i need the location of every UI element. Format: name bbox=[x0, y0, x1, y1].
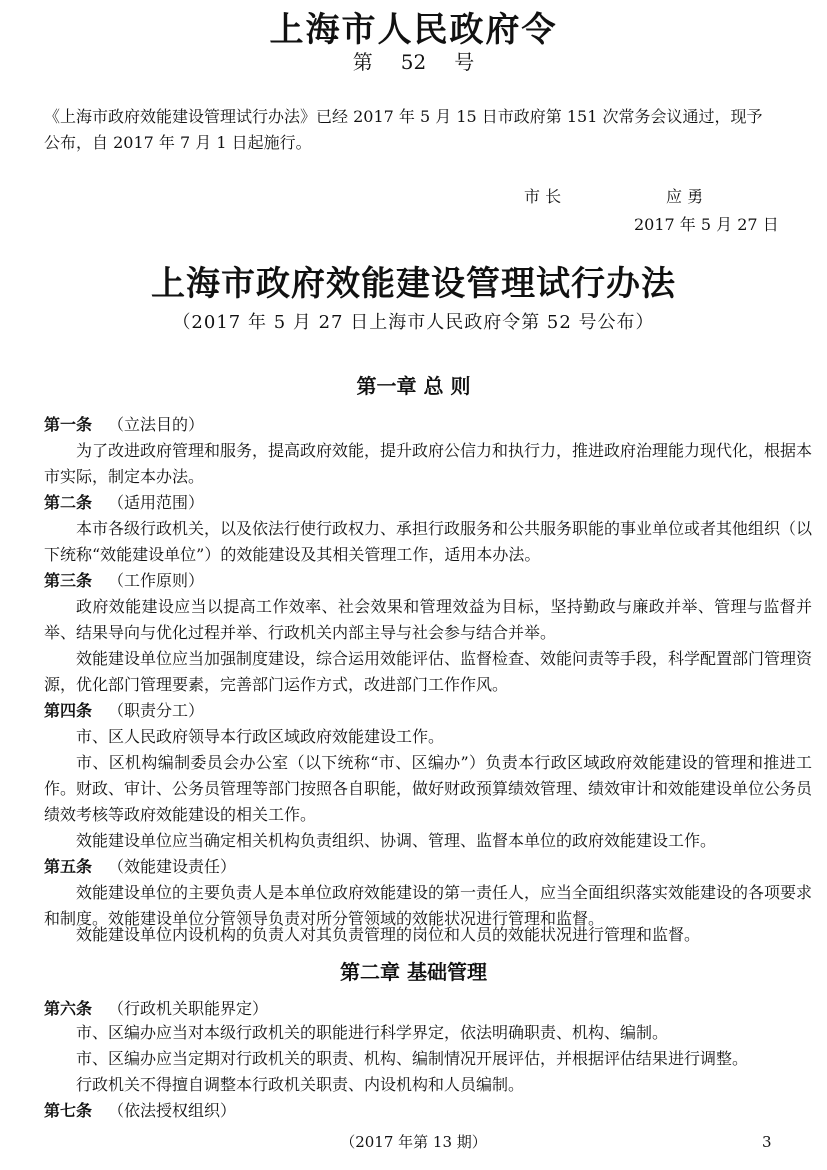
article-number: 第七条 bbox=[44, 1101, 93, 1120]
document-subtitle: （2017 年 5 月 27 日上海市人民政府令第 52 号公布） bbox=[172, 312, 655, 333]
article-heading-7 bbox=[44, 1098, 236, 1124]
article-topic: （适用范围） bbox=[108, 493, 205, 512]
article-heading-3 bbox=[44, 568, 204, 594]
article-topic: （职责分工） bbox=[108, 701, 205, 720]
article-1-paragraph-1: 为了改进政府管理和服务，提高政府效能，提升政府公信力和执行力，推进政府治理能力现代化，根据本市实际，制定本办法。 bbox=[44, 441, 813, 486]
article-4-paragraph-2: 市、区机构编制委员会办公室（以下统称“市、区编办”）负责本行政区域政府效能建设的管理和推进工作。 bbox=[44, 753, 812, 798]
article-topic: （立法目的） bbox=[108, 415, 205, 434]
article-topic: （行政机关职能界定） bbox=[108, 999, 269, 1018]
order-intro bbox=[44, 104, 812, 156]
order-number-value: 52 bbox=[400, 50, 427, 74]
article-6-paragraph-3: 行政机关不得擅自调整本行政机关职责、内设机构和人员编制。 bbox=[76, 1075, 525, 1094]
article-4-paragraph-1: 市、区人民政府领导本行政区域政府效能建设工作。 bbox=[76, 727, 445, 746]
article-3-paragraph-2: 效能建设单位应当加强制度建设，综合运用效能评估、监督检查、效能问责等手段，科学配置部门管理资源，优化部门管理要素，完善部门运作方式，改进部门工作作风。 bbox=[44, 649, 813, 694]
document-title: 上海市政府效能建设管理试行办法 bbox=[151, 264, 676, 304]
article-heading-5 bbox=[44, 854, 236, 880]
article-heading-4 bbox=[44, 698, 204, 724]
article-number: 第四条 bbox=[44, 701, 93, 720]
order-intro-line2: 公布，自 2017 年 7 月 1 日起施行。 bbox=[44, 133, 312, 152]
article-6-paragraph-1: 市、区编办应当对本级行政机关的职能进行科学界定，依法明确职责、机构、编制。 bbox=[76, 1023, 669, 1042]
article-number: 第一条 bbox=[44, 415, 93, 434]
article-5-paragraph-1: 效能建设单位的主要负责人是本单位政府效能建设的第一责任人，应当全面组织落实效能建设的各项要求和制度。效能建设单位分管领导负责对所分管领域的效能状况进行管理和监督。 bbox=[44, 883, 813, 928]
article-3-paragraph-1: 政府效能建设应当以提高工作效率、社会效果和管理效益为目标，坚持勤政与廉政并举、管理与监督并举、结果导向与优化过程并举、行政机关内部主导与社会参与结合并举。 bbox=[44, 597, 812, 642]
article-number: 第五条 bbox=[44, 857, 93, 876]
article-heading-1 bbox=[44, 412, 204, 438]
article-heading-2 bbox=[44, 490, 204, 516]
article-5-paragraph-2: 效能建设单位内设机构的负责人对其负责管理的岗位和人员的效能状况进行管理和监督。 bbox=[76, 925, 701, 944]
chapter-heading-2: 第二章 基础管理 bbox=[340, 960, 487, 984]
order-number-prefix: 第 bbox=[352, 50, 373, 74]
article-2-paragraph-1: 本市各级行政机关，以及依法行使行政权力、承担行政服务和公共服务职能的事业单位或者其他组织（以下统称“效能建设单位”）的效能建设及其相关管理工作，适用本办法。 bbox=[44, 519, 813, 564]
order-date: 2017 年 5 月 27 日 bbox=[634, 215, 779, 234]
chapter-heading-1: 第一章 总 则 bbox=[356, 374, 471, 398]
article-topic: （依法授权组织） bbox=[108, 1101, 237, 1120]
order-number bbox=[0, 50, 827, 74]
article-6-paragraph-2: 市、区编办应当定期对行政机关的职责、机构、编制情况开展评估，并根据评估结果进行调整。 bbox=[76, 1049, 749, 1068]
article-topic: （效能建设责任） bbox=[108, 857, 237, 876]
footer-issue: （2017 年第 13 期） bbox=[340, 1133, 487, 1151]
page-number: 3 bbox=[762, 1133, 772, 1151]
order-title: 上海市人民政府令 bbox=[269, 10, 558, 50]
article-number: 第二条 bbox=[44, 493, 93, 512]
signer-name: 应 勇 bbox=[666, 187, 704, 206]
signer-title: 市 长 bbox=[524, 187, 562, 206]
article-number: 第三条 bbox=[44, 571, 93, 590]
order-number-suffix: 号 bbox=[454, 50, 475, 74]
article-4-paragraph-3: 财政、审计、公务员管理等部门按照各自职能，做好财政预算绩效管理、绩效审计和效能建设单位公务员绩效考核等政府效能建设的相关工作。 bbox=[44, 779, 813, 824]
article-topic: （工作原则） bbox=[108, 571, 205, 590]
order-intro-line1: 《上海市政府效能建设管理试行办法》已经 2017 年 5 月 15 日市政府第 151 次常务会议通过，现予 bbox=[44, 107, 763, 126]
article-heading-6 bbox=[44, 996, 268, 1022]
article-number: 第六条 bbox=[44, 999, 93, 1018]
article-4-paragraph-4: 效能建设单位应当确定相关机构负责组织、协调、管理、监督本单位的政府效能建设工作。 bbox=[76, 831, 717, 850]
